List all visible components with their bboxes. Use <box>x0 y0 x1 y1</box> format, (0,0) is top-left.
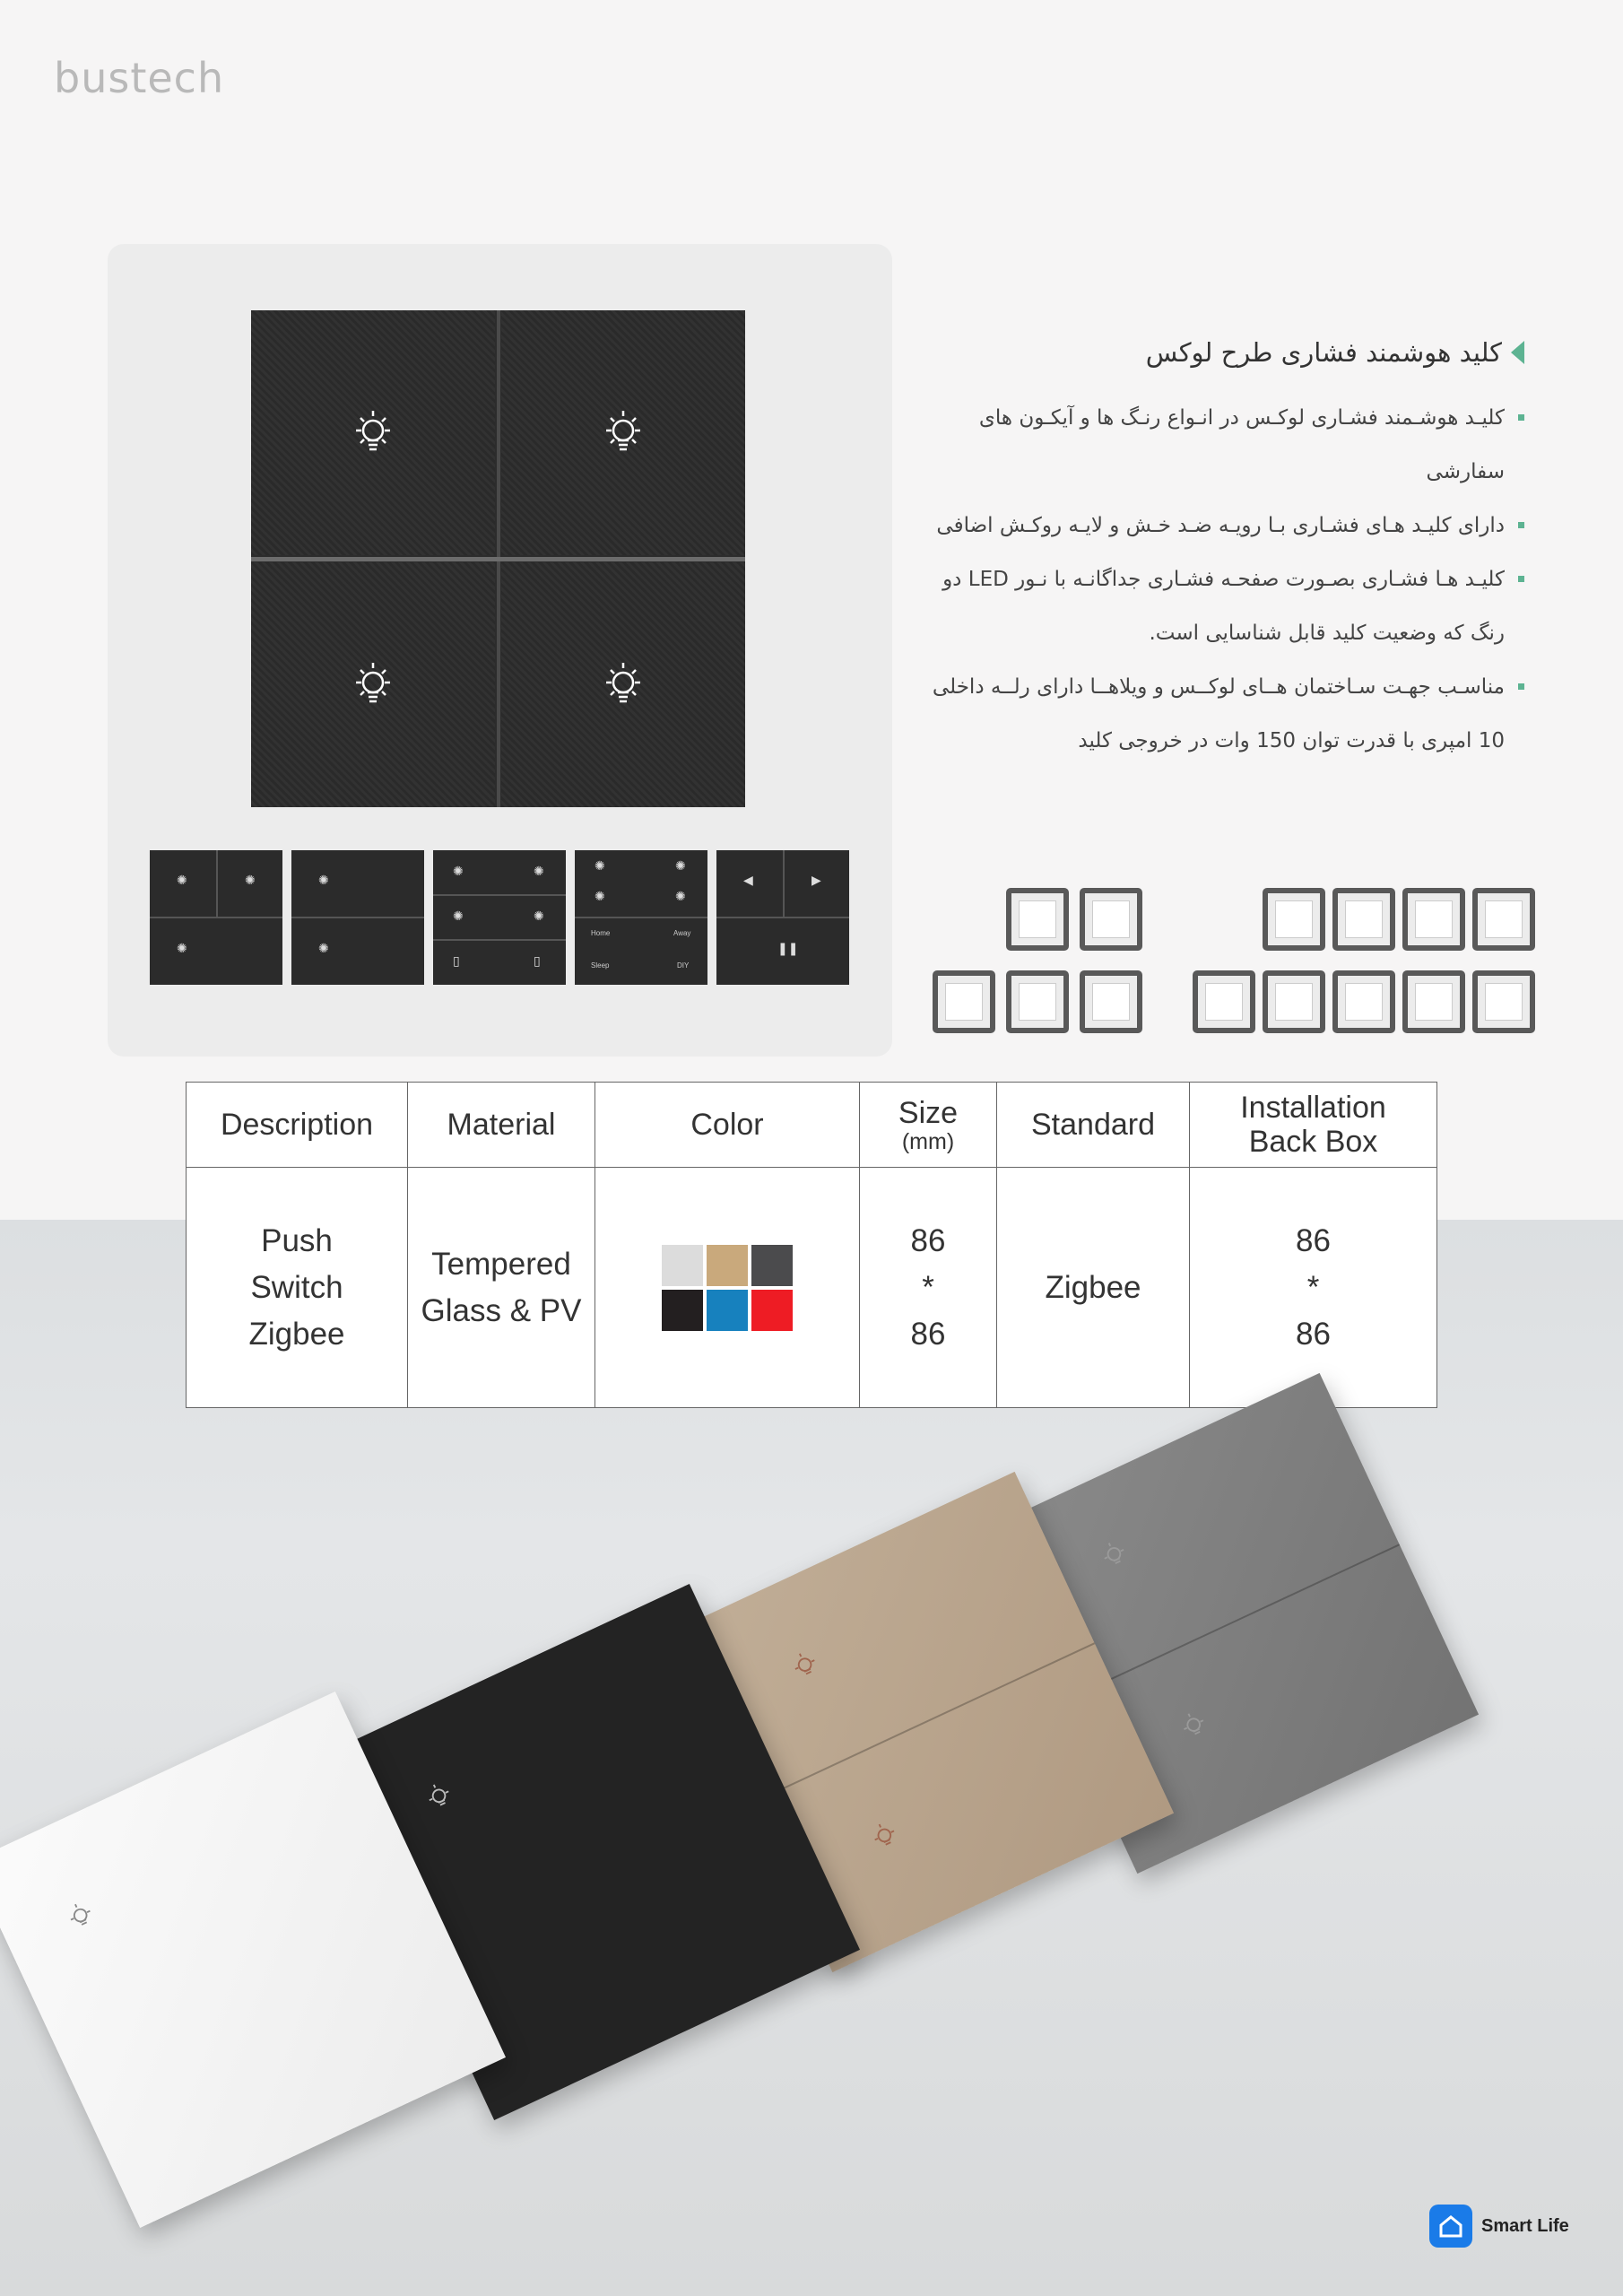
mounting-frame <box>1006 888 1069 951</box>
door-icon: ▯ <box>534 954 541 969</box>
mounting-frame <box>933 970 995 1033</box>
bulb-icon <box>599 659 647 711</box>
brand-logo: bustech <box>54 54 225 102</box>
color-swatch <box>662 1290 703 1331</box>
bulb-icon <box>349 659 397 711</box>
mounting-frame <box>1006 970 1069 1033</box>
bulb-icon: ✺ <box>534 909 544 924</box>
cell-standard: Zigbee <box>997 1168 1190 1408</box>
header-size: Size (mm) <box>860 1083 997 1168</box>
bulb-icon: ✺ <box>453 909 464 924</box>
header-description: Description <box>187 1083 408 1168</box>
thumbnail-6-gang <box>433 850 566 985</box>
bulb-icon: ✺ <box>177 874 187 888</box>
header-backbox: Installation Back Box <box>1190 1083 1437 1168</box>
thumbnail-2-gang <box>291 850 424 985</box>
mounting-frame <box>1402 888 1465 951</box>
panel-button-2 <box>501 310 745 555</box>
bulb-icon <box>419 1776 460 1818</box>
mounting-frame <box>1080 888 1142 951</box>
main-switch-panel <box>251 310 745 807</box>
spec-table <box>186 1082 1437 1408</box>
panel-button-1 <box>251 310 495 555</box>
bulb-icon: ✺ <box>453 865 464 879</box>
bulb-icon: ✺ <box>534 865 544 879</box>
bulb-icon <box>1094 1535 1135 1577</box>
color-swatch <box>751 1290 793 1331</box>
feature-item: کلیـد هوشـمند فشـاری لوکـس در انـواع رنـگ ها و آیکـون های سفارشی <box>906 391 1524 499</box>
thumbnail-media <box>716 850 849 985</box>
cell-description: Push Switch Zigbee <box>187 1168 408 1408</box>
feature-item: کلیـد هـا فشـاری بصـورت صفحـه فشـاری جداگانـه با نـور LED دو رنگ که وضعیت کلید قابل شناسایی است. <box>906 552 1524 660</box>
product-card <box>108 244 892 1057</box>
color-swatches <box>596 1245 858 1331</box>
mounting-frame <box>1080 970 1142 1033</box>
mounting-frames <box>933 888 1551 1040</box>
scene-label-diy: DIY <box>677 961 690 970</box>
scene-label-sleep: Sleep <box>591 961 610 970</box>
cell-size: 86 * 86 <box>860 1168 997 1408</box>
color-swatch <box>751 1245 793 1286</box>
color-swatch <box>662 1245 703 1286</box>
color-swatch <box>707 1245 748 1286</box>
features-heading <box>906 337 1524 368</box>
mounting-frame <box>1472 970 1535 1033</box>
bulb-icon: ✺ <box>675 890 686 904</box>
color-swatch <box>707 1290 748 1331</box>
next-icon: ▶ <box>812 874 821 888</box>
cell-material: Tempered Glass & PV <box>408 1168 595 1408</box>
bulb-icon <box>60 1896 101 1938</box>
panel-button-4 <box>501 562 745 807</box>
spec-data-row <box>187 1168 1437 1408</box>
mounting-frame <box>1263 970 1325 1033</box>
bulb-icon <box>1174 1705 1215 1747</box>
bulb-icon: ✺ <box>595 890 605 904</box>
home-icon <box>1429 2205 1472 2248</box>
variant-thumbnails <box>150 850 849 985</box>
mounting-frame <box>1332 888 1395 951</box>
bulb-icon: ✺ <box>595 859 605 874</box>
thumbnail-scene <box>575 850 707 985</box>
bulb-icon <box>599 407 647 459</box>
previous-icon: ◀ <box>743 874 753 888</box>
bulb-icon: ✺ <box>318 874 329 888</box>
features-title: کلید هوشمند فشاری طرح لوکس <box>1145 337 1502 368</box>
mounting-frame <box>1472 888 1535 951</box>
spec-header-row <box>187 1083 1437 1168</box>
bulb-icon: ✺ <box>177 942 187 956</box>
header-standard: Standard <box>997 1083 1190 1168</box>
cell-backbox: 86 * 86 <box>1190 1168 1437 1408</box>
mounting-frame <box>1193 970 1255 1033</box>
bulb-icon <box>349 407 397 459</box>
bulb-icon <box>864 1816 906 1858</box>
header-material: Material <box>408 1083 595 1168</box>
smart-life-label: Smart Life <box>1481 2215 1569 2236</box>
header-color: Color <box>595 1083 860 1168</box>
bulb-icon: ✺ <box>675 859 686 874</box>
bulb-icon: ✺ <box>245 874 256 888</box>
bulb-icon <box>785 1645 826 1687</box>
features-list <box>906 391 1524 768</box>
thumbnail-3-gang <box>150 850 282 985</box>
scene-label-home: Home <box>591 929 611 937</box>
smart-life-badge <box>1429 2205 1569 2248</box>
mounting-frame <box>1263 888 1325 951</box>
feature-item: مناسـب جهـت سـاختمان هــای لوکــس و ویلاهــا دارای رلــه داخلی 10 امپری با قدرت توان 150 وات در خروجی کلید <box>906 660 1524 768</box>
scene-label-away: Away <box>673 929 691 937</box>
cell-color <box>595 1168 860 1408</box>
door-icon: ▯ <box>453 954 460 969</box>
panel-divider-horizontal <box>251 557 745 561</box>
features-section <box>906 337 1524 768</box>
feature-item: دارای کلیـد هـای فشـاری بـا رویـه ضـد خـش و لایـه روکـش اضافی <box>906 499 1524 552</box>
mounting-frame <box>1402 970 1465 1033</box>
bulb-icon: ✺ <box>318 942 329 956</box>
mounting-frame <box>1332 970 1395 1033</box>
panel-button-3 <box>251 562 495 807</box>
arrow-icon <box>1511 341 1524 364</box>
pause-icon: ❚❚ <box>777 942 799 956</box>
